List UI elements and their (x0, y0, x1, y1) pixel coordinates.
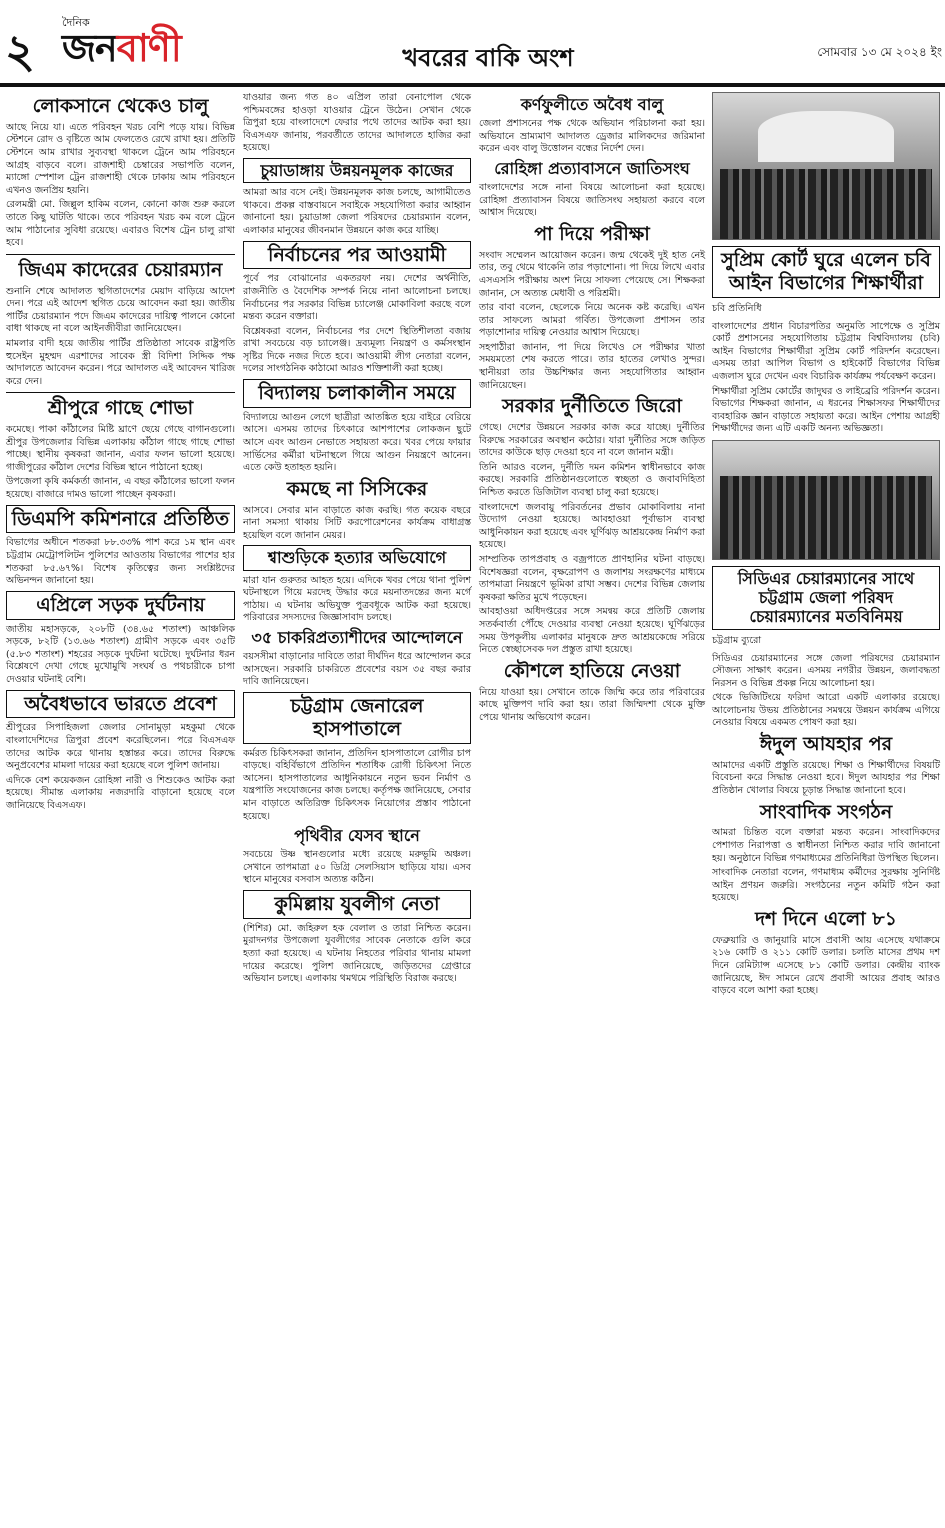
paragraph: শ্রীপুরের সিপাহিজলা জেলার সোনামুড়া মহকুমা থেকে বাংলাদেশিদের ত্রিপুরা প্রবেশ করেছিলেন। পরে বিএসএফ তাদের আটক করে থানায় হস্তান্তর করে। তাদের বিরুদ্ধে অনুপ্রবেশের মামলা দায়ের করা হয়েছে বলে পুলিশ জানায়। (6, 722, 235, 772)
headline: কৌশলে হাতিয়ে নেওয়া (503, 659, 681, 682)
paragraph: নিয়ে যাওয়া হয়। সেখানে তাকে জিম্মি করে তার পরিবারের কাছে মুক্তিপণ দাবি করা হয়। তারা জিম্মিদশা থেকে মুক্তি পেয়ে থানায় অভিযোগ করেন। (479, 686, 705, 723)
court-building-image (758, 111, 894, 162)
byline: চবি প্রতিনিধি (712, 302, 762, 314)
masthead-rule (0, 83, 945, 87)
paragraph: জাতীয় মহাসড়কে, ২০৮টি (৩৪.৬৫ শতাংশ) আঞ্চলিক সড়কে, ৮২টি (১৩.৬৬ শতাংশ) গ্রামীণ সড়কে এবং ৩৫টি (৫.৮৩ শতাংশ) শহরের সড়কে দুর্ঘটনা ঘটেছে। দুর্ঘটনার ধরন বিশ্লেষণে দেখা গেছে মুখোমুখি সংঘর্ষ ও পথচারীকে চাপা দেওয়ার ঘটনাই বেশি। (6, 623, 235, 685)
headline: চুয়াডাঙ্গায় উন্নয়নমূলক কাজের (243, 158, 471, 183)
meeting-people-image (720, 476, 932, 559)
students-group-image (720, 169, 932, 239)
logo-wordmark (62, 28, 181, 68)
paragraph: সিডিএর চেয়ারম্যানের সঙ্গে জেলা পরিষদের চেয়ারম্যান সৌজন্য সাক্ষাৎ করেন। এসময় নগরীর উন্নয়ন, জলাবদ্ধতা নিরসন ও বিভিন্ন প্রকল্প নিয়ে আলোচনা হয়। (712, 652, 940, 689)
paragraph: সহপাঠীরা জানান, পা দিয়ে লিখেও সে পরীক্ষার খাতা সময়মতো শেষ করতে পারে। তার হাতের লেখাও সুন্দর। স্থানীয়রা তার উচ্চশিক্ষার জন্য সহযোগিতার আহ্বান জানিয়েছেন। (479, 341, 705, 391)
headline: কর্ণফুলীতে অবৈধ বালু (520, 95, 664, 114)
divider (6, 392, 235, 393)
issue-date: সোমবার ১৩ মে ২০২৪ ইং (817, 45, 942, 59)
paragraph: বিদ্যালয়ে আগুন লেগে ছাত্রীরা আতঙ্কিত হয়ে বাইরে বেরিয়ে আসে। এসময় তাদের চিৎকারে আশপাশের লোকজন ছুটে আসে এবং আগুন নেভাতে সহায়তা করে। খবর পেয়ে ফায়ার সার্ভিসের কর্মীরা ঘটনাস্থলে গিয়ে আগুন নিয়ন্ত্রণে আনেন। এতে কেউ হতাহত হয়নি। (243, 411, 471, 474)
paragraph: আবহাওয়া অধিদপ্তরের সঙ্গে সমন্বয় করে প্রতিটি জেলায় সতর্কবার্তা পৌঁছে দেওয়ার ব্যবস্থা নেওয়া হয়েছে। ঘূর্ণিঝড়ের সময় উপকূলীয় এলাকার মানুষকে দ্রুত আশ্রয়কেন্দ্রে সরিয়ে নিতে স্বেচ্ছাসেবক দল প্রস্তুত রাখা হয়েছে। (479, 606, 705, 656)
headline: শ্রীপুরে গাছে শোভা (47, 397, 194, 420)
logo-part-2: বাণী (116, 26, 181, 70)
headline: ঈদুল আযহার পর (759, 733, 893, 756)
column-2 (243, 92, 471, 988)
headline: কমছে না সিসিকের (286, 477, 428, 500)
paragraph: শুনানি শেষে আদালত স্থগিতাদেশের মেয়াদ বাড়িয়ে আদেশ দেন। পরে এই আদেশ স্থগিত চেয়ে আবেদন করা হয়। জাতীয় পার্টির চেয়ারম্যান পদে জিএম কাদেরের দায়িত্ব পালনে কোনো বাধা থাকছে না বলে আইনজীবীরা জানিয়েছেন। (6, 285, 235, 335)
paragraph: সাম্প্রতিক তাপপ্রবাহ ও বজ্রপাতে প্রাণহানির ঘটনা বাড়ছে। বিশেষজ্ঞরা বলেন, বৃক্ষরোপণ ও জলাশয় সংরক্ষণের মাধ্যমে তাপমাত্রা নিয়ন্ত্রণে ভূমিকা রাখা সম্ভব। দেশের বিভিন্ন জেলায় কৃষকরা ক্ষতির মুখে পড়েছেন। (479, 554, 705, 603)
headline: লোকসানে থেকেও চালু (32, 95, 209, 117)
paragraph: মারা যান গুরুতর আহত হয়ে। এদিকে খবর পেয়ে থানা পুলিশ ঘটনাস্থলে গিয়ে মরদেহ উদ্ধার করে ময়নাতদন্তের জন্য মর্গে পাঠায়। এ ঘটনায় অভিযুক্ত পুত্রবধূকে আটক করা হয়েছে। পরিবারের সদস্যদের জিজ্ঞাসাবাদ চলছে। (243, 574, 471, 624)
paragraph: আমরা চিন্তিত বলে বক্তারা মন্তব্য করেন। সাংবাদিকদের পেশাগত নিরাপত্তা ও স্বাধীনতা নিশ্চিত করার দাবি জানানো হয়। অনুষ্ঠানে বিভিন্ন গণমাধ্যমের প্রতিনিধিরা উপস্থিত ছিলেন। (712, 827, 940, 864)
paragraph: জেলা প্রশাসনের পক্ষ থেকে অভিযান পরিচালনা করা হয়। অভিযানে ভ্রাম্যমাণ আদালত ড্রেজার মালিকদের জরিমানা করেন এবং বালু উত্তোলন বন্ধের নির্দেশ দেন। (479, 118, 705, 155)
paragraph: শিক্ষার্থীরা সুপ্রিম কোর্টের জাদুঘর ও লাইব্রেরি পরিদর্শন করেন। বিভাগের শিক্ষকরা জানান, এ ধরনের শিক্ষাসফর শিক্ষার্থীদের ব্যবহারিক জ্ঞান বাড়াতে সহায়তা করে। আইন পেশায় আগ্রহী শিক্ষার্থীদের জন্য এটি একটি অনন্য অভিজ্ঞতা। (712, 385, 940, 435)
headline: দশ দিনে এলো ৮১ (755, 908, 897, 930)
masthead (0, 0, 945, 88)
paragraph: ফেব্রুয়ারি ও জানুয়ারি মাসে প্রবাসী আয় এসেছে যথাক্রমে ২১৬ কোটি ও ২১১ কোটি ডলার। চলতি মাসের প্রথম দশ দিনে রেমিট্যান্স এসেছে ৮১ কোটি ডলার। কেন্দ্রীয় ব্যাংক জানিয়েছে, ঈদ সামনে রেখে প্রবাসী আয়ের প্রবাহ আরও বাড়বে বলে আশা করা হচ্ছে। (712, 934, 940, 997)
paragraph: মামলার বাদী হয়ে জাতীয় পার্টির প্রতিষ্ঠাতা সাবেক রাষ্ট্রপতি হুসেইন মুহম্মদ এরশাদের সাবেক স্ত্রী বিদিশা সিদ্দিক পক্ষ আদালতে আবেদন করেন। পরে আদালত এই আবেদন খারিজ করে দেন। (6, 337, 235, 387)
paragraph: তিনি আরও বলেন, দুর্নীতি দমন কমিশন স্বাধীনভাবে কাজ করছে। সরকারি প্রতিষ্ঠানগুলোতে স্বচ্ছতা ও জবাবদিহিতা নিশ্চিত করতে ডিজিটাল ব্যবস্থা চালু করা হয়েছে। (479, 461, 705, 499)
paragraph: উপজেলা কৃষি কর্মকর্তা জানান, এ বছর কাঁঠালের ভালো ফলন হয়েছে। বাজারে দামও ভালো পাচ্ছেন কৃষকরা। (6, 476, 235, 501)
headline: নির্বাচনের পর আওয়ামী (243, 241, 471, 270)
paragraph: থেকে ভিজিটিংয়ে ফরিদা আরো একটি এলাকার রয়েছে। আলোচনায় উভয় প্রতিষ্ঠানের সমন্বয়ে উন্নয়ন কার্যক্রম এগিয়ে নেওয়ার বিষয়ে একমত পোষণ করা হয়। (712, 692, 940, 729)
paragraph: সবচেয়ে উষ্ণ স্থানগুলোর মধ্যে রয়েছে মরুভূমি অঞ্চল। সেখানে তাপমাত্রা ৫০ ডিগ্রি সেলসিয়াস ছাড়িয়ে যায়। এসব স্থানে মানুষের বসবাস অত্যন্ত কঠিন। (243, 849, 471, 886)
paragraph: এদিকে বেশ কয়েকজন রোহিঙ্গা নারী ও শিশুকেও আটক করা হয়েছে। সীমান্ত এলাকায় নজরদারি বাড়ানো হয়েছে বলে জানিয়েছে বিএসএফ। (6, 774, 235, 811)
headline: পা দিয়ে পরীক্ষা (534, 222, 650, 245)
headline: বিদ্যালয় চলাকালীন সময়ে (243, 379, 471, 408)
divider (6, 254, 235, 255)
page-number: ২ (5, 24, 35, 78)
logo-part-1: জন (62, 26, 117, 70)
headline: এপ্রিলে সড়ক দুর্ঘটনায় (6, 591, 235, 620)
paragraph: বিভাগের অধীনে শতকরা ৮৮.৩৩% পাশ করে ১ম স্থান এবং চট্টগ্রাম মেট্রোপলিটন পুলিশের আওতায় বিভাগের পাশের হার শতকরা ৮৫.৬৭%। বিশেষ কৃতিত্বের জন্য সংশ্লিষ্টদের অভিনন্দন জানানো হয়। (6, 537, 235, 587)
headline: শ্বাশুড়িকে হত্যার অভিযোগে (243, 545, 471, 570)
column-1 (6, 92, 235, 815)
headline: সরকার দুর্নীতিতে জিরো (502, 395, 682, 418)
paragraph: পূর্বে পর বোঝানোর একতরফা নয়। দেশের অর্থনীতি, রাজনীতি ও বৈদেশিক সম্পর্ক নিয়ে নানা আলোচনা চলছে। নির্বাচনের পর সরকার বিভিন্ন চ্যালেঞ্জ মোকাবিলা করছে বলে মন্তব্য করেন বক্তারা। (243, 273, 471, 323)
paragraph: বিশ্লেষকরা বলেন, নির্বাচনের পর দেশে স্থিতিশীলতা বজায় রাখা সবচেয়ে বড় চ্যালেঞ্জ। দ্রব্যমূল্য নিয়ন্ত্রণ ও কর্মসংস্থান সৃষ্টির দিকে নজর দিতে হবে। আওয়ামী লীগ নেতারা বলেন, দলের সাংগঠনিক কাঠামো আরও শক্তিশালী করা হচ্ছে। (243, 325, 471, 375)
headline: অবৈধভাবে ভারতে প্রবেশ (6, 690, 235, 719)
paragraph: কমেছে। পাকা কাঁঠালের মিষ্টি ঘ্রাণে ছেয়ে গেছে বাগানগুলো। শ্রীপুর উপজেলার বিভিন্ন এলাকায় কাঁঠাল গাছে গাছে শোভা পাচ্ছে। স্থানীয় কৃষকরা জানান, এবার ফলন ভালো হয়েছে। গাজীপুরের কাঁঠাল দেশের বিভিন্ন স্থানে পাঠানো হচ্ছে। (6, 424, 235, 473)
supreme-court-photo (712, 92, 940, 240)
newspaper-logo[interactable] (62, 14, 242, 72)
headline: ৩৫ চাকরিপ্রত্যাশীদের আন্দোলনে (251, 627, 463, 647)
paragraph: সংবাদ সম্মেলন আয়োজন করেন। জন্ম থেকেই দুই হাত নেই তার, তবু থেমে থাকেনি তার পড়াশোনা। পা দিয়ে লিখে এবার এসএসসি পরীক্ষায় অংশ নিয়ে সাফল্য পেয়েছে সে। শিক্ষকরা জানান, সে অত্যন্ত মেধাবী ও পরিশ্রমী। (479, 249, 705, 299)
headline: জিএম কাদেরের চেয়ারম্যান (18, 258, 223, 281)
paragraph: আসবে। সেবার মান বাড়াতে কাজ করছি। গত কয়েক বছরে নানা সমস্যা থাকায় সিটি করপোরেশনের কার্যক্রম বাধাগ্রস্ত হয়েছিল বলে জানান মেয়র। (243, 504, 471, 541)
section-title: খবরের বাকি অংশ (402, 44, 574, 72)
paragraph: গেছে। দেশের উন্নয়নে সরকার কাজ করে যাচ্ছে। দুর্নীতির বিরুদ্ধে সরকারের অবস্থান কঠোর। যারা দুর্নীতির সঙ্গে জড়িত তাদের কাউকে ছাড় দেওয়া হবে না বলে জানান মন্ত্রী। (479, 422, 705, 459)
headline: কুমিল্লায় যুবলীগ নেতা (243, 890, 471, 919)
paragraph: বাংলাদেশে জলবায়ু পরিবর্তনের প্রভাব মোকাবিলায় নানা উদ্যোগ নেওয়া হয়েছে। আবহাওয়া পূর্বাভাস ব্যবস্থা আধুনিকায়ন করা হয়েছে এবং ঘূর্ণিঝড় আশ্রয়কেন্দ্র নির্মাণ করা হয়েছে। (479, 501, 705, 551)
headline: সুপ্রিম কোর্ট ঘুরে এলেন চবি আইন বিভাগের শিক্ষার্থীরা (712, 246, 940, 298)
meeting-photo (712, 440, 940, 560)
paragraph: রেলমন্ত্রী মো. জিল্লুল হাকিম বলেন, কোনো কাজ শুরু করলে তাতে কিছু ঘাটতি থাকে। তবে পরিবহন খরচ কম বলে ট্রেনে আম পাঠানোর সুবিধা রয়েছে। এবারও বিশেষ ট্রেন চালু রাখা হবে। (6, 199, 235, 249)
paragraph: বাংলাদেশের প্রধান বিচারপতির অনুমতি সাপেক্ষে ও সুপ্রিম কোর্ট প্রশাসনের সহযোগিতায় চট্টগ্রাম বিশ্ববিদ্যালয় (চবি) আইন বিভাগের শিক্ষার্থীরা সুপ্রিম কোর্ট পরিদর্শন করেছেন। এসময় তারা আপিল বিভাগ ও হাইকোর্ট বিভাগের বিভিন্ন এজলাস ঘুরে দেখেন এবং বিচারিক কার্যক্রম পর্যবেক্ষণ করেন। (712, 320, 940, 382)
headline: সিডিএর চেয়ারম্যানের সাথে চট্টগ্রাম জেলা পরিষদ চেয়ারম্যানের মতবিনিময় (712, 566, 940, 630)
byline: চট্টগ্রাম ব্যুরো (712, 634, 762, 646)
headline: পৃথিবীর যেসব স্থানে (294, 826, 420, 846)
paragraph: (শিশির) মো. জহিরুল হক বেলাল ও তারা নিশ্চিত করেন। মুরাদনগর উপজেলা যুবলীগের সাবেক নেতাকে গুলি করে হত্যা করা হয়েছে। এ ঘটনায় নিহতের পরিবার থানায় মামলা দায়ের করেছে। পুলিশ জানিয়েছে, জড়িতদের গ্রেপ্তারে অভিযান চলছে। এলাকায় থমথমে পরিস্থিতি বিরাজ করছে। (243, 922, 471, 985)
paragraph: তার বাবা বলেন, ছেলেকে নিয়ে অনেক কষ্ট করেছি। এখন তার সাফল্যে আমরা গর্বিত। উপজেলা প্রশাসন তার পড়াশোনার দায়িত্ব নেওয়ার আশ্বাস দিয়েছে। (479, 302, 705, 339)
paragraph: আছে নিয়ে যা। এতে পরিবহন খরচ বেশি পড়ে যায়। বিভিন্ন স্টেশনে রোদ ও বৃষ্টিতে আম ফেলতেও রেখে রাখা হয়। প্রতিটি স্টেশনে আম রাখার সুব্যবস্থা থাকলে ট্রেনে আম পরিবহনে আগ্রহ বাড়বে বলে। রাজশাহী চেম্বারের সভাপতি বলেন, ম্যাঙ্গো স্পেশাল ট্রেন রাজশাহী থেকে ঢাকায় আম পরিবহনে এখনও জনপ্রিয় হয়নি। (6, 121, 235, 196)
headline: রোহিঙ্গা প্রত্যাবাসনে জাতিসংঘ (494, 158, 690, 178)
paragraph: আমাদের একটি প্রস্তুতি রয়েছে। শিক্ষা ও শিক্ষার্থীদের বিষয়টি বিবেচনা করে সিদ্ধান্ত নেওয়া হবে। ঈদুল আযহার পর শিক্ষা প্রতিষ্ঠান খোলার বিষয়ে চূড়ান্ত সিদ্ধান্ত জানানো হবে। (712, 759, 940, 797)
paragraph: কর্মরত চিকিৎসকরা জানান, প্রতিদিন হাসপাতালে রোগীর চাপ বাড়ছে। বহির্বিভাগে প্রতিদিন শতাধিক রোগী চিকিৎসা নিতে আসেন। হাসপাতালের আধুনিকায়নে নতুন ভবন নির্মাণ ও যন্ত্রপাতি সংযোজনের কাজ চলছে। কর্তৃপক্ষ জানিয়েছে, সেবার মান বাড়াতে অতিরিক্ত চিকিৎসক নিয়োগের প্রস্তাব পাঠানো হয়েছে। (243, 747, 471, 822)
headline: সাংবাদিক সংগঠন (759, 800, 893, 823)
column-3 (479, 92, 705, 726)
column-4 (712, 92, 940, 1000)
paragraph: বাংলাদেশের সঙ্গে নানা বিষয়ে আলোচনা করা হয়েছে। রোহিঙ্গা প্রত্যাবাসন বিষয়ে জাতিসংঘ সহায়তা করবে বলে আশ্বাস দিয়েছে। (479, 182, 705, 219)
paragraph: সাংবাদিক নেতারা বলেন, গণমাধ্যম কর্মীদের সুরক্ষায় সুনির্দিষ্ট আইন প্রণয়ন জরুরি। সংগঠনের নতুন কমিটি গঠন করা হয়েছে। (712, 867, 940, 904)
paragraph: যাওয়ার জন্য গত ৪০ এপ্রিল তারা বেনাপোল থেকে পশ্চিমবঙ্গের হাওড়া যাওয়ার ট্রেনে উঠেন। সেখান থেকে ত্রিপুরা হয়ে বাংলাদেশে ফেরার পথে তাদের আটক করা হয়। বিএসএফ জানায়, পরবর্তীতে তাদের আদালতে হাজির করা হয়েছে। (243, 92, 471, 154)
logo-daily-label: দৈনিক (62, 16, 90, 29)
paragraph: আমরা আর বসে নেই। উন্নয়নমূলক কাজ চলছে, আগামীতেও থাকবে। প্রকল্প বাস্তবায়নে সবাইকে সহযোগিতা করার আহ্বান জানানো হয়। চুয়াডাঙ্গা জেলা পরিষদের চেয়ারম্যান বলেন, এলাকার মানুষের জীবনমান উন্নয়নে কাজ করে যাচ্ছি। (243, 187, 471, 236)
headline: ডিএমপি কমিশনারে প্রতিষ্ঠিত (6, 505, 235, 534)
headline: চট্টগ্রাম জেনারেল হাসপাতালে (243, 692, 471, 744)
paragraph: বয়সসীমা বাড়ানোর দাবিতে তারা দীর্ঘদিন ধরে আন্দোলন করে আসছেন। সরকারি চাকরিতে প্রবেশের বয়স ৩৫ বছর করার দাবি জানিয়েছেন। (243, 651, 471, 688)
